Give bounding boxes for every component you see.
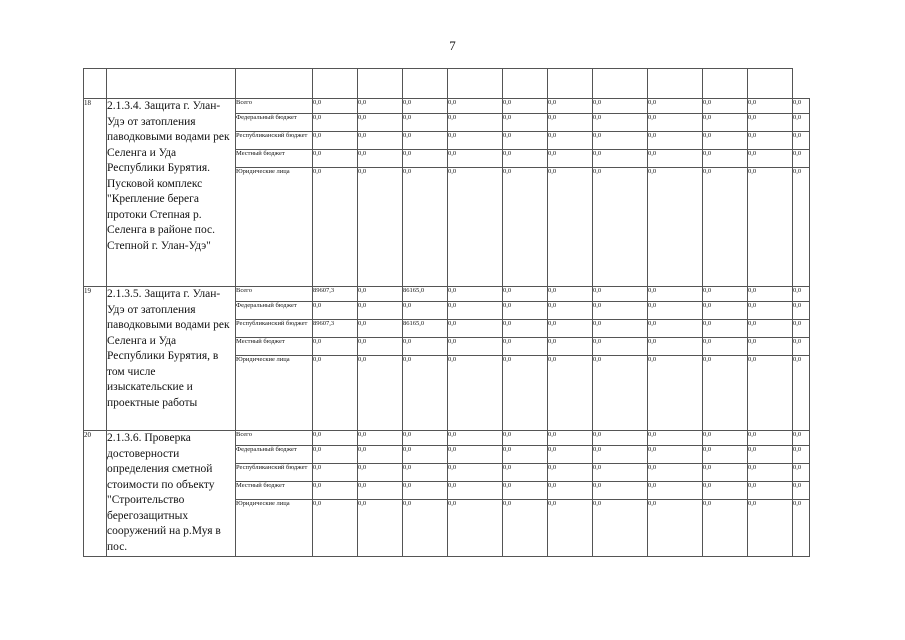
value-cell: 0,0 [793,338,810,356]
value-cell: 0,0 [503,446,548,464]
value-cell: 0,0 [793,500,810,557]
value-cell: 0,0 [548,338,593,356]
value-cell: 0,0 [748,446,793,464]
value-cell: 0,0 [593,287,648,302]
value-cell: 0,0 [748,287,793,302]
measure-description: 2.1.3.6. Проверка достоверности определения сметной стоимости по объекту "Строительство берегозащитных сооружений на р.Муя в пос. [107,431,236,557]
value-cell: 0,0 [403,302,448,320]
value-cell: 0,0 [593,356,648,431]
value-cell: 0,0 [548,132,593,150]
header-row [84,69,810,99]
value-cell: 0,0 [403,168,448,287]
value-cell: 0,0 [448,446,503,464]
value-cell: 0,0 [313,338,358,356]
value-cell: 0,0 [503,320,548,338]
value-cell: 0,0 [648,338,703,356]
value-cell: 0,0 [648,287,703,302]
value-cell: 0,0 [448,482,503,500]
value-cell: 0,0 [358,446,403,464]
value-cell: 0,0 [793,320,810,338]
value-cell: 0,0 [358,287,403,302]
header-cell [503,69,548,99]
value-cell: 0,0 [748,338,793,356]
value-cell: 0,0 [358,168,403,287]
value-cell: 0,0 [703,302,748,320]
value-cell: 0,0 [703,356,748,431]
value-cell: 0,0 [748,356,793,431]
value-cell: 0,0 [548,150,593,168]
value-cell: 0,0 [503,287,548,302]
value-cell: 0,0 [748,99,793,114]
value-cell: 0,0 [593,338,648,356]
header-cell [313,69,358,99]
funding-source-label: Республиканский бюджет [236,132,313,150]
value-cell: 0,0 [703,464,748,482]
page-number: 7 [449,38,456,53]
value-cell: 0,0 [313,302,358,320]
value-cell: 0,0 [748,150,793,168]
value-cell: 0,0 [793,168,810,287]
value-cell: 0,0 [448,500,503,557]
table-row [84,431,810,446]
value-cell: 0,0 [793,482,810,500]
value-cell: 0,0 [503,356,548,431]
value-cell: 0,0 [648,356,703,431]
value-cell: 0,0 [593,114,648,132]
value-cell: 0,0 [548,482,593,500]
row-number: 20 [84,431,107,557]
value-cell: 0,0 [503,464,548,482]
value-cell: 0,0 [703,132,748,150]
funding-source-label: Республиканский бюджет [236,320,313,338]
value-cell: 0,0 [703,431,748,446]
measure-description: 2.1.3.4. Защита г. Улан-Удэ от затопления паводковыми водами рек Селенга и Уда Республики Бурятия. Пусковой комплекс "Крепление берега протоки Степная р. Селенга в районе пос. Степной г. Улан-Удэ" [107,99,236,287]
value-cell: 0,0 [703,114,748,132]
value-cell: 0,0 [403,500,448,557]
budget-table [83,68,810,557]
value-cell: 0,0 [403,431,448,446]
value-cell: 0,0 [548,464,593,482]
value-cell: 0,0 [313,150,358,168]
value-cell: 0,0 [648,320,703,338]
value-cell: 89607,3 [313,287,358,302]
value-cell: 0,0 [748,464,793,482]
value-cell: 0,0 [593,500,648,557]
funding-source-label: Федеральный бюджет [236,446,313,464]
value-cell: 0,0 [648,431,703,446]
value-cell: 0,0 [793,287,810,302]
value-cell: 0,0 [548,114,593,132]
value-cell: 0,0 [703,99,748,114]
value-cell: 0,0 [403,446,448,464]
funding-source-label: Республиканский бюджет [236,464,313,482]
value-cell: 0,0 [503,99,548,114]
value-cell: 0,0 [313,99,358,114]
value-cell: 0,0 [748,168,793,287]
value-cell: 0,0 [313,431,358,446]
value-cell: 0,0 [358,302,403,320]
value-cell: 0,0 [748,320,793,338]
value-cell: 0,0 [703,482,748,500]
value-cell: 0,0 [358,356,403,431]
value-cell: 0,0 [793,302,810,320]
row-number: 19 [84,287,107,431]
value-cell: 0,0 [748,500,793,557]
value-cell: 86165,0 [403,287,448,302]
value-cell: 0,0 [448,150,503,168]
measure-description: 2.1.3.5. Защита г. Улан-Удэ от затопления паводковыми водами рек Селенга и Уда Республики Бурятия, в том числе изыскательские и проектные работы [107,287,236,431]
value-cell: 0,0 [403,464,448,482]
value-cell: 0,0 [748,114,793,132]
value-cell: 0,0 [593,168,648,287]
value-cell: 0,0 [358,320,403,338]
value-cell: 0,0 [313,446,358,464]
value-cell: 0,0 [313,464,358,482]
value-cell: 0,0 [793,132,810,150]
value-cell: 0,0 [403,114,448,132]
header-cell [107,69,236,99]
table-row [84,287,810,302]
value-cell: 0,0 [703,168,748,287]
value-cell: 0,0 [793,431,810,446]
value-cell: 0,0 [548,356,593,431]
value-cell: 0,0 [748,482,793,500]
value-cell: 0,0 [548,431,593,446]
value-cell: 0,0 [793,356,810,431]
value-cell: 0,0 [448,168,503,287]
value-cell: 0,0 [503,500,548,557]
row-number: 18 [84,99,107,287]
value-cell: 0,0 [448,464,503,482]
value-cell: 0,0 [358,132,403,150]
header-cell [548,69,593,99]
value-cell: 0,0 [648,132,703,150]
value-cell: 0,0 [548,302,593,320]
value-cell: 0,0 [703,150,748,168]
value-cell: 0,0 [548,446,593,464]
value-cell: 0,0 [403,338,448,356]
value-cell: 0,0 [358,338,403,356]
value-cell: 0,0 [503,150,548,168]
value-cell: 0,0 [648,446,703,464]
header-cell [748,69,793,99]
funding-source-label: Местный бюджет [236,150,313,168]
value-cell: 89607,3 [313,320,358,338]
funding-source-label: Всего [236,287,313,302]
value-cell: 0,0 [593,132,648,150]
value-cell: 0,0 [313,168,358,287]
value-cell: 0,0 [313,482,358,500]
value-cell: 0,0 [593,431,648,446]
funding-source-label: Федеральный бюджет [236,114,313,132]
value-cell: 0,0 [448,99,503,114]
header-cell [84,69,107,99]
value-cell: 0,0 [548,500,593,557]
value-cell: 0,0 [648,302,703,320]
value-cell: 0,0 [503,132,548,150]
header-cell [648,69,703,99]
value-cell: 0,0 [358,431,403,446]
value-cell: 0,0 [403,356,448,431]
value-cell: 0,0 [593,302,648,320]
value-cell: 0,0 [358,150,403,168]
funding-source-label: Всего [236,99,313,114]
funding-source-label: Юридические лица [236,168,313,287]
value-cell: 0,0 [448,114,503,132]
value-cell: 0,0 [358,114,403,132]
value-cell: 0,0 [313,356,358,431]
value-cell: 0,0 [648,150,703,168]
value-cell: 0,0 [503,302,548,320]
value-cell: 0,0 [748,132,793,150]
value-cell: 0,0 [793,446,810,464]
value-cell: 0,0 [403,482,448,500]
value-cell: 0,0 [748,431,793,446]
value-cell: 0,0 [548,99,593,114]
value-cell: 0,0 [793,114,810,132]
value-cell: 0,0 [593,464,648,482]
value-cell: 86165,0 [403,320,448,338]
funding-source-label: Юридические лица [236,500,313,557]
value-cell: 0,0 [448,356,503,431]
value-cell: 0,0 [313,132,358,150]
value-cell: 0,0 [593,150,648,168]
value-cell: 0,0 [503,338,548,356]
funding-source-label: Местный бюджет [236,482,313,500]
value-cell: 0,0 [358,99,403,114]
value-cell: 0,0 [648,114,703,132]
value-cell: 0,0 [503,168,548,287]
value-cell: 0,0 [448,431,503,446]
value-cell: 0,0 [648,464,703,482]
value-cell: 0,0 [593,482,648,500]
header-cell [403,69,448,99]
value-cell: 0,0 [703,287,748,302]
value-cell: 0,0 [703,446,748,464]
value-cell: 0,0 [703,320,748,338]
value-cell: 0,0 [448,302,503,320]
value-cell: 0,0 [648,168,703,287]
header-cell [703,69,748,99]
value-cell: 0,0 [448,338,503,356]
header-cell [448,69,503,99]
value-cell: 0,0 [548,168,593,287]
value-cell: 0,0 [593,320,648,338]
header-cell [236,69,313,99]
value-cell: 0,0 [503,114,548,132]
value-cell: 0,0 [403,132,448,150]
value-cell: 0,0 [358,500,403,557]
value-cell: 0,0 [448,132,503,150]
header-cell [358,69,403,99]
value-cell: 0,0 [648,500,703,557]
value-cell: 0,0 [593,446,648,464]
funding-source-label: Всего [236,431,313,446]
value-cell: 0,0 [548,287,593,302]
value-cell: 0,0 [503,431,548,446]
funding-source-label: Юридические лица [236,356,313,431]
value-cell: 0,0 [358,482,403,500]
value-cell: 0,0 [548,320,593,338]
value-cell: 0,0 [313,114,358,132]
funding-source-label: Местный бюджет [236,338,313,356]
value-cell: 0,0 [793,99,810,114]
value-cell: 0,0 [648,482,703,500]
value-cell: 0,0 [448,320,503,338]
header-cell [593,69,648,99]
value-cell: 0,0 [403,150,448,168]
value-cell: 0,0 [448,287,503,302]
value-cell: 0,0 [793,464,810,482]
value-cell: 0,0 [403,99,448,114]
value-cell: 0,0 [358,464,403,482]
value-cell: 0,0 [503,482,548,500]
value-cell: 0,0 [793,150,810,168]
value-cell: 0,0 [648,99,703,114]
table-body [84,69,810,557]
funding-source-label: Федеральный бюджет [236,302,313,320]
value-cell: 0,0 [593,99,648,114]
value-cell: 0,0 [313,500,358,557]
value-cell: 0,0 [703,338,748,356]
value-cell: 0,0 [748,302,793,320]
value-cell: 0,0 [703,500,748,557]
table-row [84,99,810,114]
